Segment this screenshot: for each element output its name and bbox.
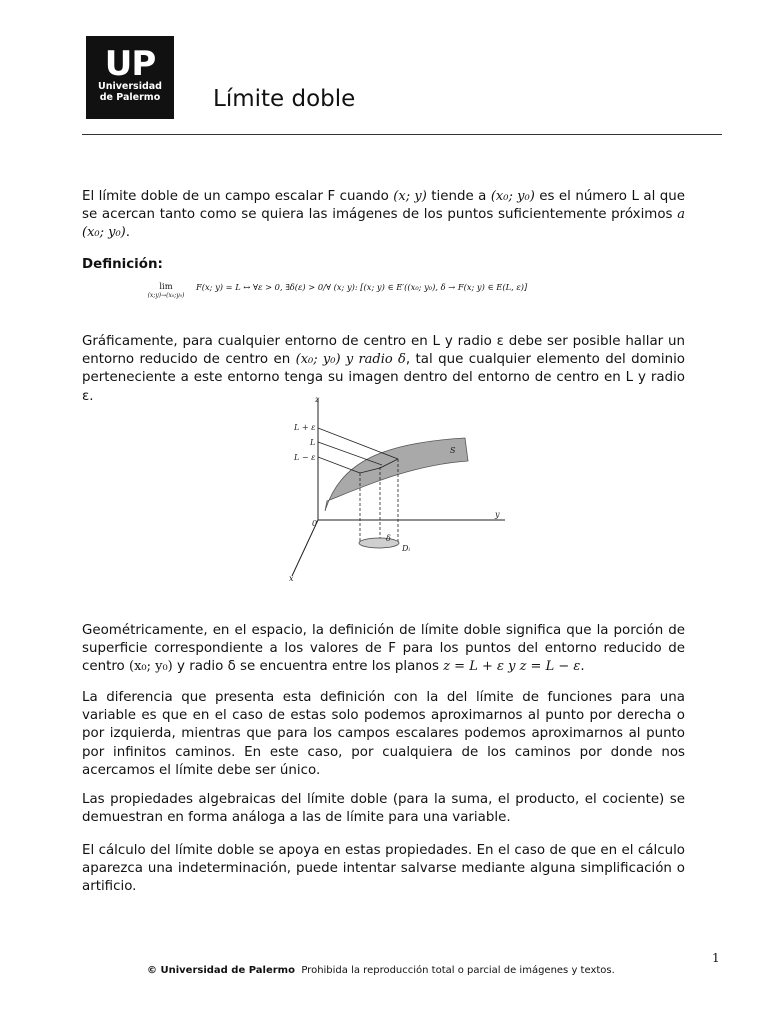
- plane-line-l: [318, 442, 382, 465]
- properties-paragraph: Las propiedades algebraicas del límite doble (para la suma, el producto, el cociente) se demuestran en forma análoga a las de límite para una variable.: [82, 792, 685, 826]
- l-plus-epsilon-label: L + ε: [294, 423, 316, 432]
- intro-paragraph: El límite doble de un campo escalar F cuando (x; y) tiende a (x₀; y₀) es el número L al que se acercan tanto como se quiera las imágenes de los puntos suficientemente próximos a (x₀; y₀).: [82, 189, 685, 241]
- footer-brand: © Universidad de Palermo: [147, 965, 295, 976]
- geometric-paragraph: Geométricamente, en el espacio, la definición de límite doble significa que la porción de superficie correspondiente a los valores de F para los puntos del entorno reducido de centro (x₀; y₀) y radio δ se encuentra entre los planos z = L + ε y z = L − ε.: [82, 623, 685, 675]
- logo-line-2: de Palermo: [99, 92, 161, 103]
- surface-label: S: [450, 446, 456, 455]
- page-number: 1: [712, 951, 720, 965]
- surface-s: [325, 438, 468, 511]
- origin-label: 0: [312, 519, 318, 528]
- x-axis-label: x: [289, 574, 294, 583]
- domain-disc: [359, 538, 399, 548]
- footer: [147, 965, 615, 976]
- university-logo: [86, 36, 174, 119]
- footer-notice: Prohibida la reproducción total o parcial de imágenes y textos.: [301, 965, 615, 976]
- difference-paragraph: La diferencia que presenta esta definición con la del límite de funciones para una variable es que en el caso de estas solo podemos aproximarnos al punto por derecha o por izquierda, mientras que para los campos escalares podemos aproximarnos al punto por infinitos caminos. En este caso, por cualquiera de los caminos por donde nos acercamos el límite debe ser único.: [82, 690, 685, 778]
- definition-heading: Definición:: [82, 257, 163, 272]
- y-axis-label: y: [495, 510, 500, 519]
- delta-label: δ: [386, 534, 391, 543]
- limit-operator: lim (x;y)→(x₀;y₀): [144, 281, 188, 301]
- z-axis-label: z: [315, 395, 320, 404]
- graphic-paragraph: Gráficamente, para cualquier entorno de centro en L y radio ε debe ser posible hallar un entorno reducido de centro en (x₀; y₀) y radio δ, tal que cualquier elemento del dominio perteneciente a este entorno tenga su imagen dentro del entorno de centro en L y radio ε.: [82, 334, 685, 404]
- x-axis: [292, 520, 318, 576]
- plane-line-l-minus-epsilon: [318, 457, 360, 473]
- plane-line-l-plus-epsilon: [318, 428, 398, 459]
- limit-formula-body: F(x; y) = L ↔ ∀ε > 0, ∃δ(ε) > 0/∀ (x; y): [(x; y) ∈ E′((x₀; y₀), δ → F(x; y) ∈ E(L, ε)]: [196, 282, 528, 292]
- page-title: Límite doble: [213, 86, 356, 112]
- calculation-paragraph: El cálculo del límite doble se apoya en estas propiedades. En el caso de que en el cálculo aparezca una indeterminación, puede intentar salvarse mediante alguna simplificación o artificio.: [82, 843, 685, 895]
- limit-formula: [144, 281, 684, 307]
- logo-mark: UP: [104, 44, 156, 84]
- l-minus-epsilon-label: L − ε: [294, 453, 316, 462]
- limit-subscript: (x;y)→(x₀;y₀): [147, 292, 185, 299]
- header-divider: [82, 134, 722, 135]
- logo-line-1: Universidad: [98, 81, 162, 92]
- limit-surface-figure: [280, 393, 530, 593]
- domain-label: Dᵢ: [402, 544, 411, 553]
- l-label: L: [310, 438, 316, 447]
